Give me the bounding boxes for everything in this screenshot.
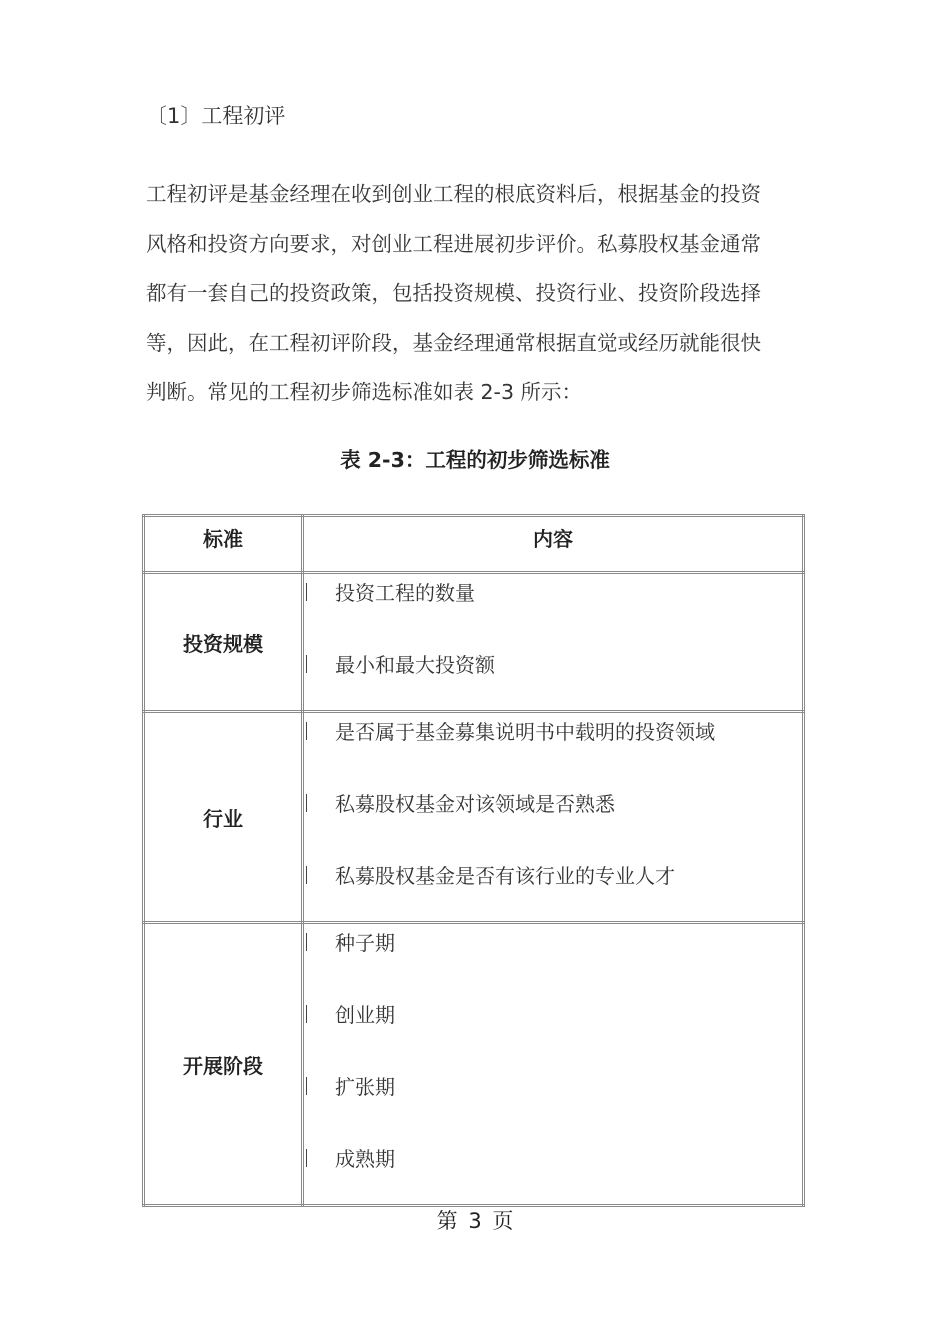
- row-content: [303, 573, 804, 712]
- list-item-text: 投资工程的数量: [335, 581, 475, 605]
- table-caption: 表 2-3：工程的初步筛选标准: [340, 448, 610, 472]
- row-content: [303, 712, 804, 923]
- bullet-mark: [306, 1005, 307, 1023]
- list-item-text: 私募股权基金对该领域是否熟悉: [335, 792, 615, 816]
- table-row: [144, 573, 804, 712]
- bullet-mark: [306, 583, 307, 601]
- row-label: 开展阶段: [144, 923, 303, 1206]
- header-content: 内容: [303, 516, 804, 573]
- criteria-table: [142, 514, 805, 1207]
- list-item-text: 是否属于基金募集说明书中载明的投资领域: [335, 720, 715, 744]
- list-item-text: 成熟期: [335, 1147, 395, 1171]
- list-item: [304, 924, 802, 996]
- page-number: 第 3 页: [436, 1209, 514, 1233]
- list-item: [304, 996, 802, 1068]
- list-item-text: 私募股权基金是否有该行业的专业人才: [335, 864, 675, 888]
- paragraph-line: 工程初评是基金经理在收到创业工程的根底资料后，根据基金的投资: [146, 182, 761, 206]
- list-item: [304, 857, 802, 921]
- paragraph-line: 判断。常见的工程初步筛选标准如表 2-3 所示：: [146, 380, 583, 405]
- list-item: [304, 713, 802, 785]
- bullet-mark: [306, 1149, 307, 1167]
- list-item: [304, 646, 802, 710]
- list-item-text: 种子期: [335, 931, 395, 955]
- bullet-mark: [306, 722, 307, 740]
- section-heading: 〔1〕工程初评: [146, 104, 286, 128]
- list-item: [304, 785, 802, 857]
- bullet-mark: [306, 866, 307, 884]
- paragraph-line: 都有一套自己的投资政策，包括投资规模、投资行业、投资阶段选择: [146, 281, 761, 306]
- bullet-mark: [306, 933, 307, 951]
- table-row: [144, 712, 804, 923]
- table-row: [144, 923, 804, 1206]
- row-label: 投资规模: [144, 573, 303, 712]
- body-paragraph: [146, 170, 826, 418]
- list-item: [304, 1068, 802, 1140]
- row-content: [303, 923, 804, 1206]
- header-standard: 标准: [144, 516, 303, 573]
- bullet-mark: [306, 655, 307, 673]
- list-item: [304, 574, 802, 646]
- table-header-row: [144, 516, 804, 573]
- row-label: 行业: [144, 712, 303, 923]
- paragraph-line: 风格和投资方向要求，对创业工程进展初步评价。私募股权基金通常: [146, 231, 761, 256]
- list-item-text: 扩张期: [335, 1075, 395, 1099]
- bullet-mark: [306, 794, 307, 812]
- list-item-text: 创业期: [335, 1003, 395, 1027]
- list-item: [304, 1140, 802, 1204]
- paragraph-line: 等，因此，在工程初评阶段，基金经理通常根据直觉或经历就能很快: [146, 330, 761, 355]
- bullet-mark: [306, 1077, 307, 1095]
- list-item-text: 最小和最大投资额: [335, 653, 495, 677]
